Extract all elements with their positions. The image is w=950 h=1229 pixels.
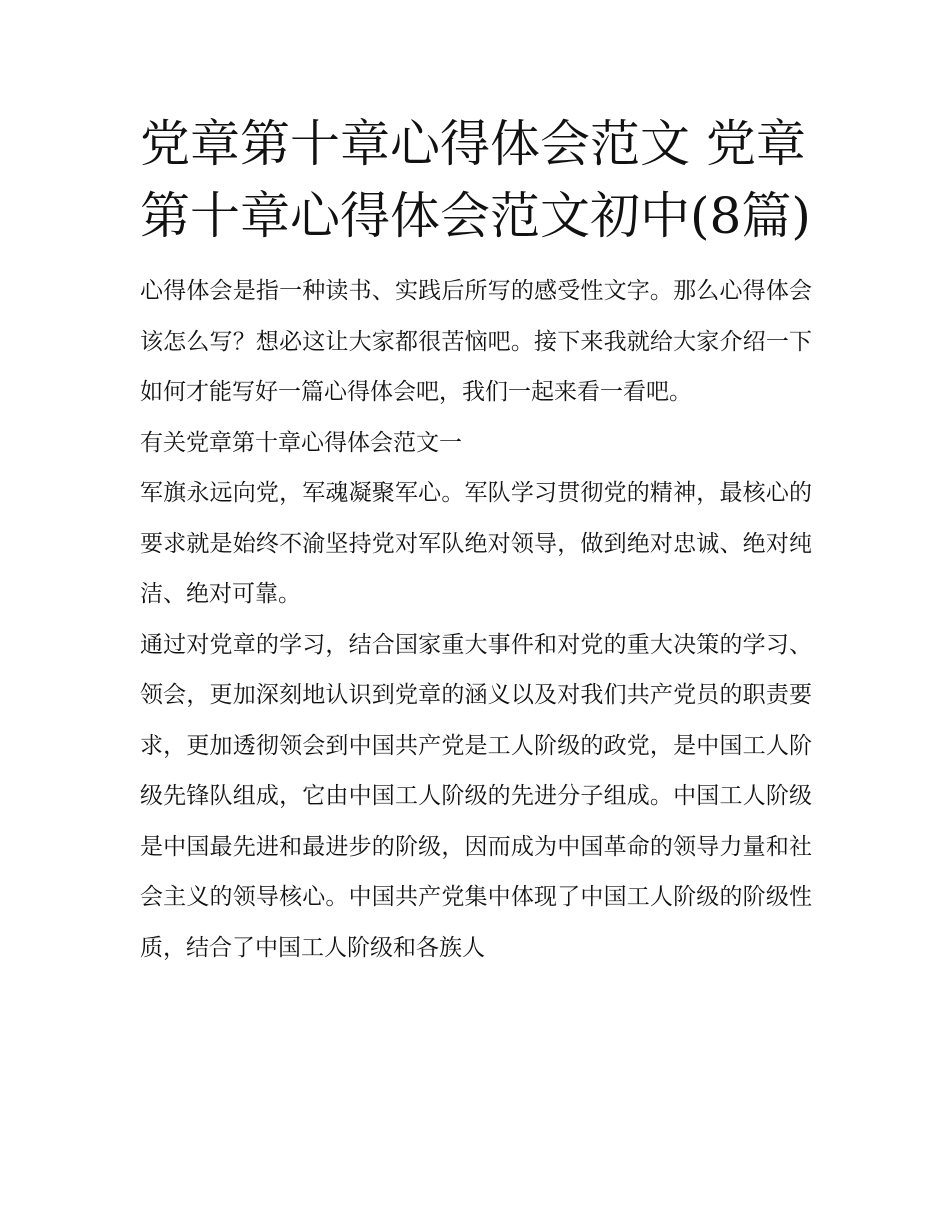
- section-heading: 有关党章第十章心得体会范文一: [140, 429, 462, 456]
- body-paragraph: 军旗永远向党，军魂凝聚军心。军队学习贯彻党的精神，最核心的要求就是始终不渝坚持党对军队绝对领导，做到绝对忠诚、绝对纯洁、绝对可靠。: [140, 480, 812, 607]
- document-title: 党章第十章心得体会范文 党章第十章心得体会范文初中(8篇): [140, 115, 811, 245]
- body-paragraph: 通过对党章的学习，结合国家重大事件和对党的重大决策的学习、领会，更加深刻地认识到党章的涵义以及对我们共产党员的职责要求，更加透彻领会到中国共产党是工人阶级的政党，是中国工人阶级先锋队组成，它由中国工人阶级的先进分子组成。中国工人阶级是中国最先进和最进步的阶级，因而成为中国革命的领导力量和社会主义的领导核心。中国共产党集中体现了中国工人阶级的阶级性质，结合了中国工人阶级和各族人: [140, 631, 812, 961]
- document-body: [140, 266, 812, 973]
- intro-paragraph: 心得体会是指一种读书、实践后所写的感受性文字。那么心得体会该怎么写？想必这让大家都很苦恼吧。接下来我就给大家介绍一下如何才能写好一篇心得体会吧，我们一起来看一看吧。: [140, 278, 812, 405]
